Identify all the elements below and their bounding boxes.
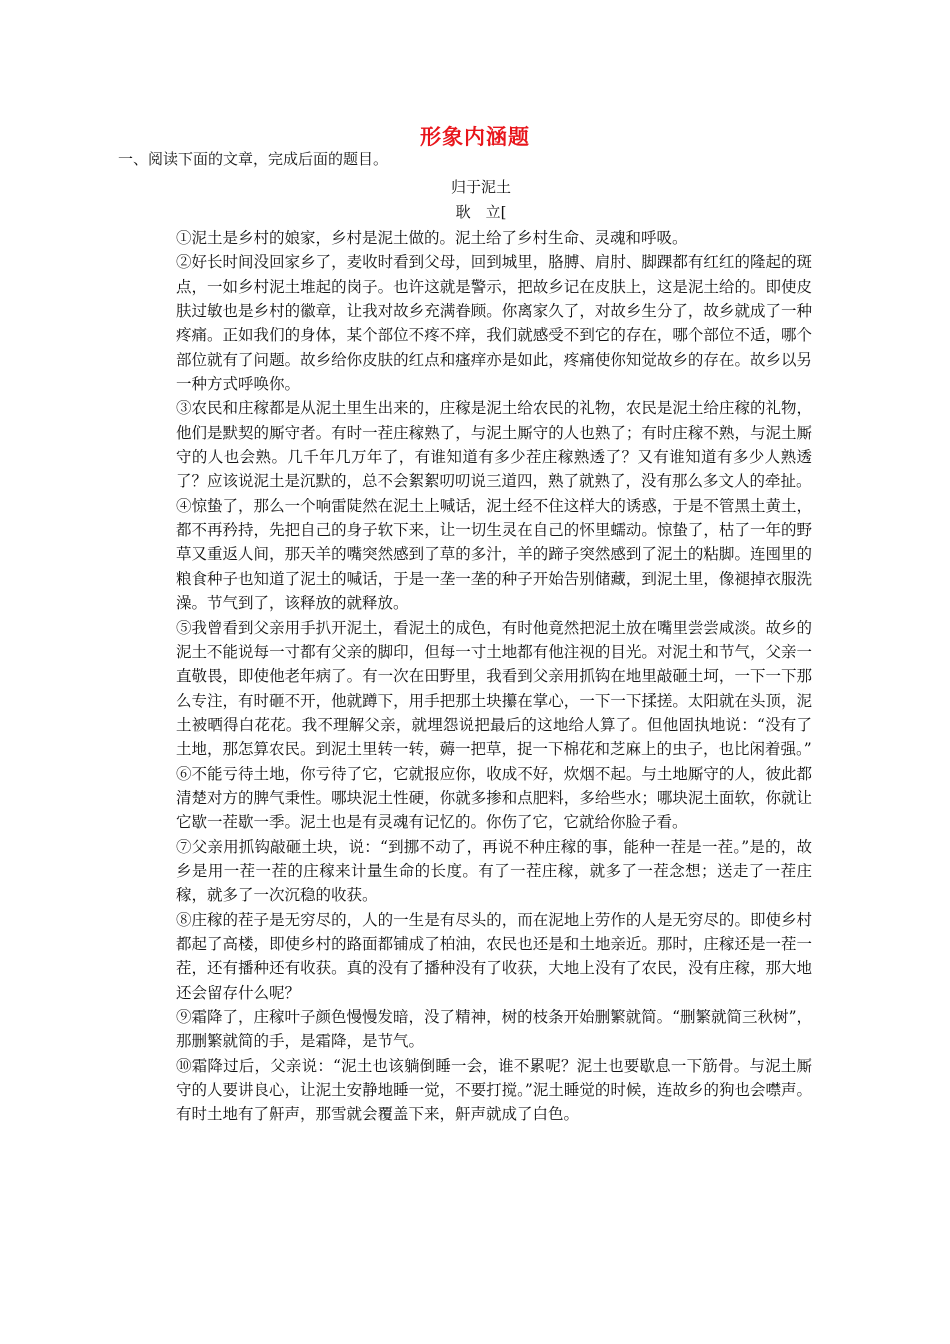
paragraph-1: ①泥土是乡村的娘家，乡村是泥土做的。泥土给了乡村生命、灵魂和呼吸。: [176, 229, 688, 247]
paragraph-6: ⑥不能亏待土地，你亏待了它，它就报应你，收成不好，炊烟不起。与土地厮守的人，彼此都清楚对方的脾气秉性。哪块泥土性硬，你就多掺和点肥料，多给些水；哪块泥土面软，你就让它歇一茬歇一季。泥土也是有灵魂有记忆的。你伤了它，它就给你脸子看。: [176, 764, 812, 832]
article-title: 归于泥土: [450, 178, 511, 196]
paragraph-5: ⑤我曾看到父亲用手扒开泥土，看泥土的成色，有时他竟然把泥土放在嘴里尝尝咸淡。故乡的泥土不能说每一寸都有父亲的脚印，但每一寸土地都有他注视的目光。对泥土和节气，父亲一直敬畏，即使他老年病了。有一次在田野里，我看到父亲用抓钩在地里敲砸土坷，一下一下那么专注，有时砸不开，他就蹲下，用手把那土块攥在掌心，一下一下揉搓。太阳就在头顶，泥土被晒得白花花。我不理解父亲，就埋怨说把最后的这地给人算了。但他固执地说：“没有了土地，那怎算农民。到泥土里转一转，薅一把草，捉一下棉花和芝麻上的虫子，也比闲着强。”: [176, 618, 812, 759]
paragraph-7: ⑦父亲用抓钩敲砸土块，说：“到挪不动了，再说不种庄稼的事，能种一茬是一茬。”是的，故乡是用一茬一茬的庄稼来计量生命的长度。有了一茬庄稼，就多了一茬念想；送走了一茬庄稼，就多了一次沉稳的收获。: [176, 837, 812, 905]
paragraph-4: ④惊蛰了，那么一个响雷陡然在泥土上喊话，泥土经不住这样大的诱惑，于是不管黑土黄土，都不再矜持，先把自己的身子软下来，让一切生灵在自己的怀里蠕动。惊蛰了，枯了一年的野草又重返人间，那天羊的嘴突然感到了草的多汁，羊的蹄子突然感到了泥土的粘脚。连囤里的粮食种子也知道了泥土的喊话，于是一垄一垄的种子开始告别储藏，到泥土里，像褪掉衣服洗澡。节气到了，该释放的就释放。: [176, 496, 812, 613]
paragraph-2: ②好长时间没回家乡了，麦收时看到父母，回到城里，胳膊、肩肘、脚踝都有红红的隆起的斑点，一如乡村泥土堆起的岗子。也许这就是警示，把故乡记在皮肤上，这是泥土给的。即使皮肤过敏也是乡村的徽章，让我对故乡充满眷顾。你离家久了，对故乡生分了，故乡就成了一种疼痛。正如我们的身体，某个部位不疼不痒，我们就感受不到它的存在，哪个部位不适，哪个部位就有了问题。故乡给你皮肤的红点和瘙痒亦是如此，疼痛使你知觉故乡的存在。故乡以另一种方式呼唤你。: [176, 253, 812, 394]
article-author: 耿 立[: [455, 203, 507, 221]
paragraph-9: ⑨霜降了，庄稼叶子颜色慢慢发暗，没了精神，树的枝条开始删繁就简。“删繁就简三秋树”，那删繁就简的手，是霜降，是节气。: [176, 1008, 812, 1051]
paragraph-8: ⑧庄稼的茬子是无穷尽的，人的一生是有尽头的，而在泥地上劳作的人是无穷尽的。即使乡村都起了高楼，即使乡村的路面都铺成了柏油，农民也还是和土地亲近。那时，庄稼还是一茬一茬，还有播种还有收获。真的没有了播种没有了收获，大地上没有了农民，没有庄稼，那大地还会留存什么呢？: [176, 910, 812, 1002]
article-body: [176, 226, 812, 1127]
paragraph-10: ⑩霜降过后，父亲说：“泥土也该躺倒睡一会，谁不累呢？泥土也要歇息一下筋骨。与泥土厮守的人要讲良心，让泥土安静地睡一觉，不要打搅。”泥土睡觉的时候，连故乡的狗也会噤声。有时土地有了鼾声，那雪就会覆盖下来，鼾声就成了白色。: [176, 1056, 812, 1124]
document-title: 形象内涵题: [420, 124, 530, 149]
question-instruction: 一、阅读下面的文章，完成后面的题目。: [118, 150, 389, 168]
paragraph-3: ③农民和庄稼都是从泥土里生出来的，庄稼是泥土给农民的礼物，农民是泥土给庄稼的礼物，他们是默契的厮守者。有时一茬庄稼熟了，与泥土厮守的人也熟了；有时庄稼不熟，与泥土厮守的人也会熟。几千年几万年了，有谁知道有多少茬庄稼熟透了？又有谁知道有多少人熟透了？应该说泥土是沉默的，总不会絮絮叨叨说三道四，熟了就熟了，没有那么多文人的牵扯。: [176, 399, 812, 491]
